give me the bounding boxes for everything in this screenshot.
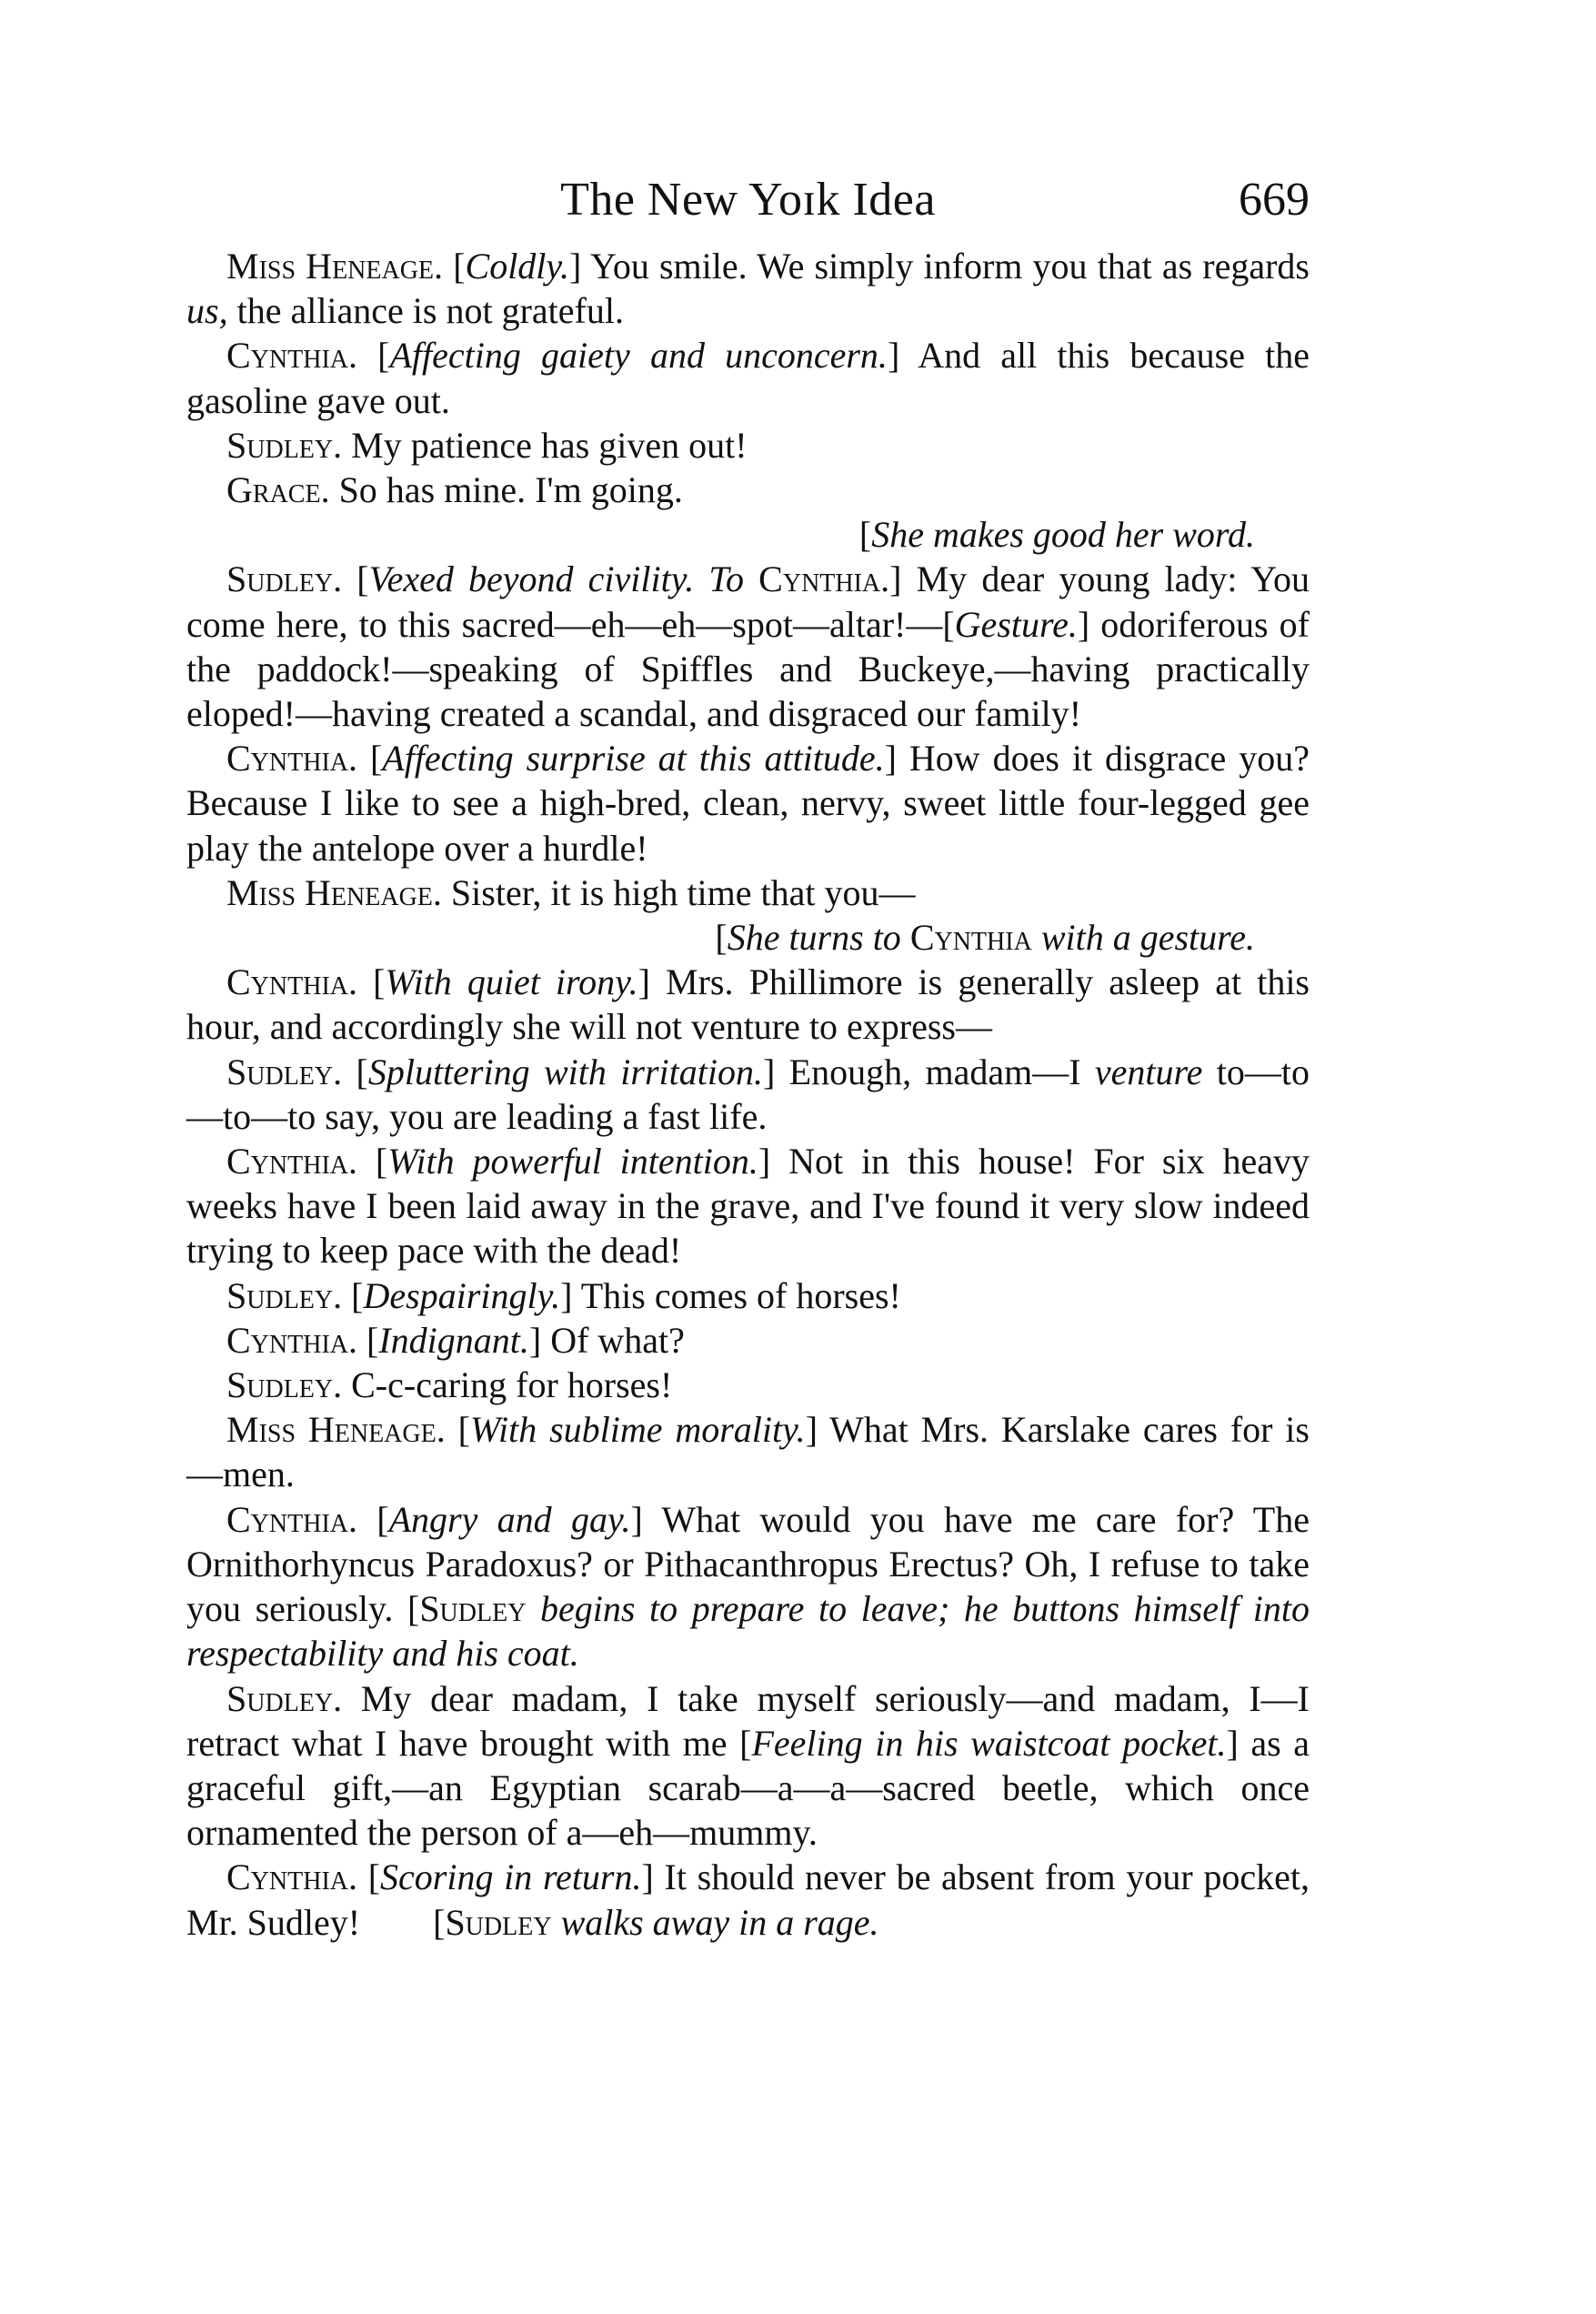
speech-text: [ — [443, 246, 466, 287]
stage-direction: Feeling in his waistcoat pocket. — [751, 1722, 1227, 1764]
speech-text: to—to—to—to say, you are leading a fast life. — [186, 1051, 1310, 1137]
speech-cynthia-5 — [186, 1318, 1310, 1363]
speaker-name: Cynthia. — [226, 1141, 357, 1182]
speech-cynthia-1 — [186, 333, 1310, 422]
speech-text: ] My dear young lady: You come here, to this sacred—eh—eh—spot—altar!—[ — [186, 558, 1310, 645]
book-page — [186, 173, 1310, 1945]
stage-direction: Spluttering with irritation. — [367, 1051, 763, 1092]
bracket: [ — [715, 917, 728, 959]
speech-cynthia-4 — [186, 1139, 1310, 1273]
speech-text: ] Enough, madam—I — [762, 1051, 1095, 1092]
stage-direction: Indignant. — [378, 1319, 529, 1361]
speech-text: ] How does it disgrace you? Because I like to see a high-bred, clean, nervy, sweet little four-legged gee play the antelope over a hurdle! — [186, 738, 1310, 869]
stage-direction: Coldly. — [465, 246, 569, 287]
speech-text: ] as a graceful gift,—an Egyptian scarab—a—a—sacred beetle, which once ornamented the person of a—eh—mummy. — [186, 1722, 1310, 1854]
speech-text: ] Not in this house! For six heavy weeks have I been laid away in the grave, and I've found it very slow indeed trying to keep pace with the dead! — [186, 1141, 1310, 1272]
speech-sudley-4 — [186, 1273, 1310, 1318]
stage-direction: She makes good her word. — [871, 514, 1255, 556]
running-head — [186, 173, 1310, 229]
speech-cynthia-3 — [186, 960, 1310, 1049]
speaker-name: Miss Heneage. — [226, 246, 444, 287]
emphasis: us, — [186, 290, 228, 332]
speaker-name: Sudley. — [226, 558, 343, 600]
speaker-name: Miss Heneage. — [226, 1409, 446, 1451]
speaker-name: Miss Heneage. — [226, 871, 442, 913]
speaker-name: Grace. — [226, 469, 330, 511]
stage-direction: With sublime morality. — [469, 1409, 806, 1451]
speech-text: [ — [342, 558, 369, 600]
speech-miss-heneage-3 — [186, 1407, 1310, 1496]
character-name: Sudley — [445, 1901, 552, 1943]
speech-miss-heneage-1 — [186, 244, 1310, 333]
speaker-name: Sudley. — [226, 1677, 343, 1719]
speech-text: [ — [342, 1051, 368, 1092]
page-title: The New Yoɪk Idea — [560, 174, 936, 226]
speech-text: [ — [342, 1274, 364, 1316]
stage-direction-line — [186, 512, 1310, 557]
speech-text: [ — [357, 1319, 379, 1361]
speech-text: the alliance is not grateful. — [227, 290, 624, 332]
speech-cynthia-6 — [186, 1497, 1310, 1676]
speech-grace-1 — [186, 468, 1310, 512]
emphasis: venture — [1094, 1051, 1203, 1092]
speech-text: [ — [357, 738, 383, 780]
speaker-name: Sudley. — [226, 1051, 343, 1092]
speech-sudley-6 — [186, 1676, 1310, 1856]
speech-sudley-2 — [186, 557, 1310, 736]
speech-text: ] And all this because the gasoline gave out. — [186, 335, 1310, 421]
speech-text: So has mine. I'm going. — [329, 469, 683, 511]
stage-direction: She turns to — [727, 917, 901, 959]
speaker-name: Cynthia. — [226, 738, 357, 780]
speech-cynthia-2 — [186, 736, 1310, 870]
character-name: Sudley — [419, 1588, 527, 1630]
play-text — [186, 244, 1310, 1945]
speech-text: [ — [357, 961, 386, 1003]
page-number: 669 — [1239, 174, 1310, 226]
speech-text: [ — [357, 1856, 381, 1898]
stage-direction: Affecting gaiety and unconcern. — [389, 335, 888, 377]
speech-sudley-1 — [186, 423, 1310, 468]
speaker-name: Cynthia. — [226, 961, 357, 1003]
speaker-name: Cynthia. — [226, 1498, 357, 1540]
stage-direction: Angry and gay. — [388, 1498, 631, 1540]
speaker-name: Cynthia. — [226, 335, 357, 377]
speech-text: ] Mrs. Phillimore is generally asleep at this hour, and accordingly she will not venture to express— — [186, 961, 1310, 1048]
speech-text: ] odoriferous of the paddock!—speaking of Spiffles and Buckeye,—having practically eloped!—having created a scandal, and disgraced our family! — [186, 603, 1310, 735]
speech-text: [ — [445, 1409, 470, 1451]
stage-direction: walks away in a rage. — [551, 1901, 879, 1943]
speech-text: My patience has given out! — [342, 424, 748, 466]
speech-text: ] You smile. We simply inform you that as regards — [568, 246, 1310, 287]
speech-text: ] What would you have me care for? The Ornithorhyncus Paradoxus? or Pithacanthropus Erectus? Oh, I refuse to take you seriously. [ — [186, 1498, 1310, 1630]
speech-text: [ — [357, 1141, 388, 1182]
speech-text: ] What Mrs. Karslake cares for is—men. — [186, 1409, 1310, 1495]
stage-direction: Gesture. — [954, 603, 1078, 645]
stage-direction: Affecting surprise at this attitude. — [382, 738, 885, 780]
speech-miss-heneage-2 — [186, 870, 1310, 915]
stage-direction: begins to prepare to leave; he buttons himself into respectability and his coat. — [186, 1588, 1310, 1675]
speech-text: ] This comes of horses! — [560, 1274, 901, 1316]
speech-text: My dear madam, I take myself seriously—and madam, I—I retract what I have brought with me [ — [186, 1677, 1310, 1764]
stage-direction: Despairingly. — [363, 1274, 561, 1316]
stage-direction: With powerful intention. — [387, 1141, 758, 1182]
speech-text: Sister, it is high time that you— — [441, 871, 916, 913]
speaker-name: Cynthia. — [226, 1319, 357, 1361]
character-name: Cynthia. — [744, 558, 890, 600]
stage-direction: Vexed beyond civility. To — [368, 558, 745, 600]
speech-sudley-3 — [186, 1050, 1310, 1139]
speech-cynthia-7 — [186, 1855, 1310, 1944]
speaker-name: Cynthia. — [226, 1856, 357, 1898]
stage-direction: Scoring in return. — [380, 1856, 642, 1898]
speaker-name: Sudley. — [226, 1364, 343, 1406]
stage-direction: with a gesture. — [1031, 917, 1255, 959]
speech-sudley-5 — [186, 1363, 1310, 1407]
speech-text: [ — [357, 1498, 389, 1540]
bracket: [ — [858, 514, 872, 556]
speech-text: [ — [357, 335, 390, 377]
stage-direction: With quiet irony. — [385, 961, 638, 1003]
character-name: Cynthia — [900, 917, 1032, 959]
speech-text: ] It should never be absent from your pocket, Mr. Sudley! [ — [186, 1856, 1310, 1943]
speaker-name: Sudley. — [226, 424, 343, 466]
speech-text: C-c-caring for horses! — [342, 1364, 673, 1406]
stage-direction-line — [186, 915, 1310, 960]
speech-text: ] Of what? — [528, 1319, 685, 1361]
speaker-name: Sudley. — [226, 1274, 343, 1316]
